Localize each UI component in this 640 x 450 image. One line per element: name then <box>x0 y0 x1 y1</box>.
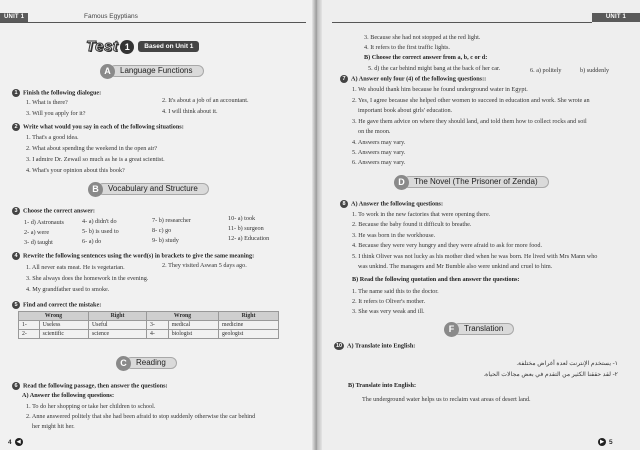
answer-line: 2. It refers to Oliver's mother. <box>352 298 426 305</box>
section-f-heading: F Translation <box>444 322 514 336</box>
answer-line: 3. He was born in the workhouse. <box>352 232 436 239</box>
subquestion-title: B) Choose the correct answer from a, b, c or d: <box>364 54 488 61</box>
page-marker-icon: ▶ <box>598 438 606 446</box>
answer-line: 1. To work in the new factories that were opening there. <box>352 211 491 218</box>
answer-line: 5. d) the car behind might bang at the back of her car. <box>368 65 501 72</box>
answer-line: 1. To do her shopping or take her children to school. <box>26 403 156 410</box>
answer-line: 1. We should thank him because he found underground water in Egypt. <box>352 86 528 93</box>
answer-line: 4. Because they were very hungry and they were afraid to ask for more food. <box>352 242 543 249</box>
answer-line: 5. I think Oliver was not lucky as his mother died when he was born. He lived with Mrs Mann who <box>352 253 598 260</box>
choice-answer: 7- b) researcher <box>152 217 191 224</box>
right-page <box>318 0 640 450</box>
table-row: 2- scientific science 4- biologist geologist <box>19 330 279 339</box>
answer-line: 1. The name said this to the doctor. <box>352 288 439 295</box>
header-rule <box>0 22 306 23</box>
table-header: Wrong <box>147 312 219 321</box>
choice-answer: 3- d) taught <box>24 239 53 246</box>
book-spine <box>312 0 322 450</box>
question-3-title: 3 Choose the correct answer: <box>12 207 95 215</box>
answer-line: 4. Answers may vary. <box>352 139 406 146</box>
answer-line: 5. Answers may vary. <box>352 149 406 156</box>
answer-line: on the moon. <box>358 128 391 135</box>
choice-answer: 5- b) is used to <box>82 228 119 235</box>
arabic-sentence: ١- يستخدم الإنترنت لعدة أغراض مختلفة. <box>516 360 618 367</box>
choice-answer: 11- b) surgeon <box>228 225 264 232</box>
table-header: Wrong <box>19 312 89 321</box>
answer-line: 4. It refers to the first traffic lights. <box>364 44 450 51</box>
answer-line: 4. My grandfather used to smoke. <box>26 286 110 293</box>
answer-line: b) suddenly <box>580 67 610 74</box>
choice-answer: 10- a) took <box>228 215 256 222</box>
answer-line: 1. What is there? <box>26 99 68 106</box>
section-letter: A <box>100 64 115 79</box>
section-title: Language Functions <box>109 65 204 77</box>
test-badge <box>86 38 199 55</box>
answer-line: 2. They visited Aswan 5 days ago. <box>162 262 247 269</box>
question-8-title: 8 A) Answer the following questions: <box>340 200 443 208</box>
mistake-table <box>18 311 279 339</box>
choice-answer: 4- a) didn't do <box>82 218 117 225</box>
section-b-heading: B Vocabulary and Structure <box>88 182 209 196</box>
answer-line: important book about girls' education. <box>358 107 453 114</box>
answer-line: The underground water helps us to reclaim vast areas of desert land. <box>362 396 531 403</box>
answer-line: 6. a) politely <box>530 67 562 74</box>
table-row: 1- Useless Useful 3- medical medicine <box>19 321 279 330</box>
test-word: Test <box>86 38 119 55</box>
section-a-heading <box>100 64 204 78</box>
header-rule <box>332 22 592 23</box>
section-d-heading: D The Novel (The Prisoner of Zenda) <box>394 175 549 189</box>
answer-line: 2. Yes, I agree because she helped other women to succeed in education and work. She wrote an <box>352 97 590 104</box>
subquestion-title: A) Answer the following questions: <box>22 392 115 399</box>
question-4-title: 4 Rewrite the following sentences using the word(s) in brackets to give the same meaning: <box>12 252 254 260</box>
left-page <box>0 0 316 450</box>
unit-tab: UNIT 1 <box>592 13 640 22</box>
answer-line: 6. Answers may vary. <box>352 159 406 166</box>
subquestion-title: B) Translate into English: <box>348 382 417 389</box>
answer-line: 2. What about spending the weekend in the open air? <box>26 145 158 152</box>
choice-answer: 9- b) study <box>152 237 179 244</box>
test-number: 1 <box>120 40 134 54</box>
answer-line: 3. She was very weak and ill. <box>352 308 425 315</box>
answer-line: 3. He gave them advice on where they should land, and told them how to collect rocks and soil <box>352 118 587 125</box>
table-header: Right <box>89 312 147 321</box>
table-header: Right <box>219 312 279 321</box>
question-6-title: 6 Read the following passage, then answer the questions: <box>12 382 168 390</box>
answer-line: 2. Anne answered politely that she had been afraid to stop suddenly otherwise the car behind <box>26 413 256 420</box>
page-number: ▶ 5 <box>598 438 613 446</box>
answer-line: 3. Will you apply for it? <box>26 110 86 117</box>
choice-answer: 1- d) Astronauts <box>24 219 64 226</box>
page-marker-icon: ◀ <box>15 438 23 446</box>
section-c-heading: C Reading <box>116 356 177 370</box>
answer-line: 1. That's a good idea. <box>26 134 79 141</box>
answer-line: was unkind. The managers and Mr Bumble also were unkind and cruel to him. <box>358 263 553 270</box>
subquestion-title: B) Read the following quotation and then answer the questions: <box>352 276 520 283</box>
running-head: Famous Egyptians <box>84 13 138 20</box>
question-5-title: 5 Find and correct the mistake: <box>12 301 101 309</box>
based-on-label: Based on Unit 1 <box>138 41 199 52</box>
answer-line: 4. What's your opinion about this book? <box>26 167 125 174</box>
choice-answer: 6- a) do <box>82 238 102 245</box>
choice-answer: 8- c) go <box>152 227 172 234</box>
answer-line: 4. I will think about it. <box>162 108 218 115</box>
question-7-title: 7 A) Answer only four (4) of the following questions:: <box>340 75 486 83</box>
answer-line: 2. Because the baby found it difficult to breathe. <box>352 221 472 228</box>
question-10-title: 10 A) Translate into English: <box>335 342 416 350</box>
arabic-sentence: ٢- لقد حققنا الكثير من التقدم في بعض مجالات الحياة. <box>483 371 618 378</box>
choice-answer: 2- a) were <box>24 229 50 236</box>
answer-line: 3. I admire Dr. Zewail so much as he is a great scientist. <box>26 156 165 163</box>
answer-line: 3. She always does the homework in the evening. <box>26 275 149 282</box>
unit-tab: UNIT 1 <box>0 13 28 22</box>
answer-line: her might hit her. <box>32 423 75 430</box>
answer-line: 1. All never eats meat. He is vegetarian. <box>26 264 125 271</box>
answer-line: 2. It's about a job of an accountant. <box>162 97 249 104</box>
question-1-title: 1 Finish the following dialogue: <box>12 89 101 97</box>
answer-line: 3. Because she had not stopped at the red light. <box>364 34 481 41</box>
question-2-title: 2 Write what would you say in each of the following situations: <box>12 123 184 131</box>
choice-answer: 12- a) Education <box>228 235 270 242</box>
page-number: 4 ◀ <box>8 438 23 446</box>
